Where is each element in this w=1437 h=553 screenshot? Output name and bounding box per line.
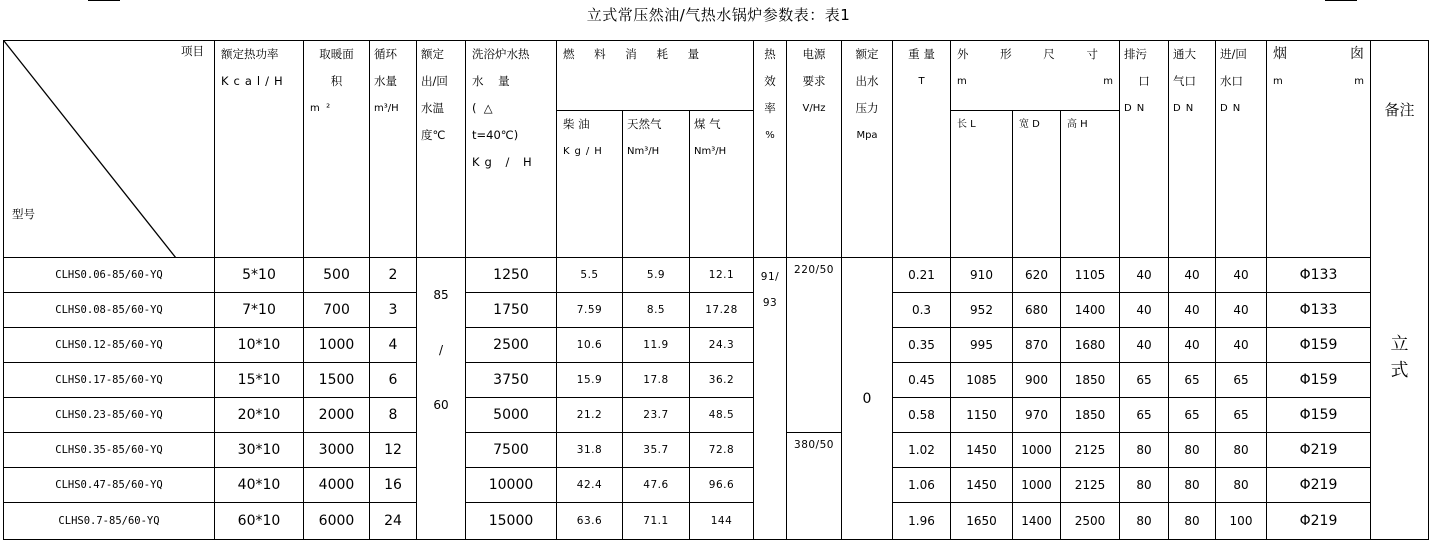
- weight-cell: 0.45: [893, 363, 951, 398]
- inout-cell: 65: [1216, 363, 1267, 398]
- boiler-parameter-table: [3, 40, 1429, 540]
- model-cell: CLHS0.35-85/60-YQ: [4, 433, 215, 468]
- power-cell: 60*10: [215, 503, 304, 540]
- drain-cell: 65: [1120, 363, 1169, 398]
- power-cell: 10*10: [215, 328, 304, 363]
- model-cell: CLHS0.7-85/60-YQ: [4, 503, 215, 540]
- gas-cell: 35.7: [623, 433, 690, 468]
- width-cell: 900: [1013, 363, 1061, 398]
- weight-cell: 1.06: [893, 468, 951, 503]
- height-cell: 2125: [1061, 433, 1120, 468]
- inout-cell: 100: [1216, 503, 1267, 540]
- circ-cell: 3: [370, 293, 417, 328]
- height-cell: 2125: [1061, 468, 1120, 503]
- top-rule-right: [1325, 0, 1357, 1]
- circ-cell: 2: [370, 258, 417, 293]
- pressure-merged: 0: [842, 258, 893, 540]
- height-cell: 2500: [1061, 503, 1120, 540]
- bath-cell: 3750: [466, 363, 557, 398]
- circ-cell: 24: [370, 503, 417, 540]
- area-cell: 6000: [304, 503, 370, 540]
- length-cell: 1450: [951, 433, 1013, 468]
- chimney-cell: Φ133: [1267, 258, 1371, 293]
- chimney-cell: Φ159: [1267, 363, 1371, 398]
- circ-cell: 6: [370, 363, 417, 398]
- bath-cell: 7500: [466, 433, 557, 468]
- model-cell: CLHS0.06-85/60-YQ: [4, 258, 215, 293]
- width-header: 宽 D: [1013, 111, 1061, 258]
- gas-cell: 23.7: [623, 398, 690, 433]
- diesel-cell: 63.6: [557, 503, 623, 540]
- inout-header: 进/回 水口 DN: [1216, 41, 1267, 258]
- circ-cell: 4: [370, 328, 417, 363]
- item-model-header: [4, 41, 215, 258]
- length-cell: 1450: [951, 468, 1013, 503]
- gas-cell: 11.9: [623, 328, 690, 363]
- model-cell: CLHS0.47-85/60-YQ: [4, 468, 215, 503]
- power-cell: 30*10: [215, 433, 304, 468]
- coal-cell: 36.2: [690, 363, 754, 398]
- bath-cell: 1250: [466, 258, 557, 293]
- area-cell: 500: [304, 258, 370, 293]
- header-row-1: [4, 41, 1429, 111]
- circ-cell: 16: [370, 468, 417, 503]
- bath-cell: 10000: [466, 468, 557, 503]
- coal-cell: 96.6: [690, 468, 754, 503]
- power-cell: 5*10: [215, 258, 304, 293]
- weight-header: 重 量 T: [893, 41, 951, 258]
- table-row: [4, 398, 1429, 433]
- area-cell: 3000: [304, 433, 370, 468]
- weight-cell: 0.35: [893, 328, 951, 363]
- coal-cell: 17.28: [690, 293, 754, 328]
- item-label: 项目: [181, 44, 204, 58]
- area-cell: 4000: [304, 468, 370, 503]
- table-row: [4, 503, 1429, 540]
- bath-cell: 2500: [466, 328, 557, 363]
- remark-value-1: 立: [1390, 334, 1409, 355]
- vent-cell: 40: [1169, 293, 1216, 328]
- vent-cell: 65: [1169, 398, 1216, 433]
- remark-value-2: 式: [1390, 360, 1409, 381]
- model-cell: CLHS0.08-85/60-YQ: [4, 293, 215, 328]
- model-cell: CLHS0.17-85/60-YQ: [4, 363, 215, 398]
- height-cell: 1850: [1061, 398, 1120, 433]
- length-header: 长 L: [951, 111, 1013, 258]
- inout-cell: 80: [1216, 433, 1267, 468]
- coal-cell: 144: [690, 503, 754, 540]
- coal-cell: 72.8: [690, 433, 754, 468]
- chimney-cell: Φ133: [1267, 293, 1371, 328]
- coal-cell: 48.5: [690, 398, 754, 433]
- drain-cell: 80: [1120, 468, 1169, 503]
- drain-header: 排污 口 DN: [1120, 41, 1169, 258]
- height-cell: 1400: [1061, 293, 1120, 328]
- heating-area-header: 取暖面 积 m ²: [304, 41, 370, 258]
- area-cell: 700: [304, 293, 370, 328]
- diesel-cell: 21.2: [557, 398, 623, 433]
- bath-cell: 5000: [466, 398, 557, 433]
- height-cell: 1680: [1061, 328, 1120, 363]
- diesel-cell: 10.6: [557, 328, 623, 363]
- chimney-cell: Φ219: [1267, 433, 1371, 468]
- water-temp-header: 额定 出/回 水温 度℃: [417, 41, 466, 258]
- width-cell: 1000: [1013, 433, 1061, 468]
- diesel-cell: 15.9: [557, 363, 623, 398]
- power-supply-header: 电源 要求 V/Hz: [787, 41, 842, 258]
- table-row: [4, 258, 1429, 293]
- circ-cell: 12: [370, 433, 417, 468]
- width-cell: 870: [1013, 328, 1061, 363]
- table-row: [4, 328, 1429, 363]
- inout-cell: 80: [1216, 468, 1267, 503]
- gas-cell: 5.9: [623, 258, 690, 293]
- length-cell: 1085: [951, 363, 1013, 398]
- drain-cell: 40: [1120, 258, 1169, 293]
- area-cell: 1500: [304, 363, 370, 398]
- gas-cell: 71.1: [623, 503, 690, 540]
- table-title: 立式常压然油/气热水锅炉参数表：表1: [586, 6, 851, 24]
- diesel-header: 柴 油 Kg/H: [557, 111, 623, 258]
- diesel-cell: 42.4: [557, 468, 623, 503]
- chimney-cell: Φ159: [1267, 328, 1371, 363]
- width-cell: 1400: [1013, 503, 1061, 540]
- chimney-cell: Φ159: [1267, 398, 1371, 433]
- table-row: [4, 363, 1429, 398]
- model-cell: CLHS0.23-85/60-YQ: [4, 398, 215, 433]
- length-cell: 1650: [951, 503, 1013, 540]
- power-cell: 40*10: [215, 468, 304, 503]
- length-cell: 910: [951, 258, 1013, 293]
- vent-header: 通大 气口 DN: [1169, 41, 1216, 258]
- area-cell: 2000: [304, 398, 370, 433]
- area-cell: 1000: [304, 328, 370, 363]
- weight-cell: 0.58: [893, 398, 951, 433]
- remark-header: 备注: [1384, 101, 1415, 119]
- model-label: 型号: [12, 207, 35, 221]
- vent-cell: 80: [1169, 468, 1216, 503]
- vent-cell: 40: [1169, 258, 1216, 293]
- diagonal-divider: [4, 41, 215, 258]
- water-temp-merged: 85 / 60: [417, 258, 466, 540]
- height-header: 高 H: [1061, 111, 1120, 258]
- weight-cell: 0.21: [893, 258, 951, 293]
- height-cell: 1850: [1061, 363, 1120, 398]
- natural-gas-header: 天然气 Nm³/H: [623, 111, 690, 258]
- width-cell: 680: [1013, 293, 1061, 328]
- gas-cell: 47.6: [623, 468, 690, 503]
- vent-cell: 40: [1169, 328, 1216, 363]
- power-cell: 7*10: [215, 293, 304, 328]
- table-row: [4, 293, 1429, 328]
- inout-cell: 40: [1216, 328, 1267, 363]
- power-cell: 20*10: [215, 398, 304, 433]
- table-row: [4, 433, 1429, 468]
- weight-cell: 1.02: [893, 433, 951, 468]
- inout-cell: 40: [1216, 293, 1267, 328]
- drain-cell: 40: [1120, 328, 1169, 363]
- chimney-cell: Φ219: [1267, 468, 1371, 503]
- weight-cell: 0.3: [893, 293, 951, 328]
- efficiency-header: 热 效 率 %: [754, 41, 787, 258]
- top-rule-left: [88, 0, 120, 1]
- remark-column: [1371, 41, 1429, 540]
- width-cell: 970: [1013, 398, 1061, 433]
- bath-cell: 1750: [466, 293, 557, 328]
- pressure-header: 额定 出水 压力 Mpa: [842, 41, 893, 258]
- width-cell: 620: [1013, 258, 1061, 293]
- vent-cell: 65: [1169, 363, 1216, 398]
- dimensions-header: 外 形 尺 寸 m m: [951, 41, 1120, 111]
- width-cell: 1000: [1013, 468, 1061, 503]
- supply-merged-small: 220/50: [787, 258, 842, 433]
- height-cell: 1105: [1061, 258, 1120, 293]
- coal-cell: 24.3: [690, 328, 754, 363]
- length-cell: 995: [951, 328, 1013, 363]
- circ-water-header: 循环 水量 m³/H: [370, 41, 417, 258]
- table-row: [4, 468, 1429, 503]
- circ-cell: 8: [370, 398, 417, 433]
- diesel-cell: 5.5: [557, 258, 623, 293]
- power-header: 额定热功率 Kcal/H: [215, 41, 304, 258]
- drain-cell: 80: [1120, 433, 1169, 468]
- diesel-cell: 31.8: [557, 433, 623, 468]
- vent-cell: 80: [1169, 503, 1216, 540]
- power-cell: 15*10: [215, 363, 304, 398]
- vent-cell: 80: [1169, 433, 1216, 468]
- efficiency-merged: 91/ 93: [754, 258, 787, 540]
- inout-cell: 65: [1216, 398, 1267, 433]
- gas-cell: 8.5: [623, 293, 690, 328]
- coal-cell: 12.1: [690, 258, 754, 293]
- length-cell: 952: [951, 293, 1013, 328]
- supply-merged-large: 380/50: [787, 433, 842, 540]
- bath-cell: 15000: [466, 503, 557, 540]
- coal-gas-header: 煤 气 Nm³/H: [690, 111, 754, 258]
- inout-cell: 40: [1216, 258, 1267, 293]
- bath-water-header: 洗浴炉水热 水 量 ( △ t=40℃) Kg / H: [466, 41, 557, 258]
- gas-cell: 17.8: [623, 363, 690, 398]
- diesel-cell: 7.59: [557, 293, 623, 328]
- length-cell: 1150: [951, 398, 1013, 433]
- chimney-header: 烟 囱 m m: [1267, 41, 1371, 258]
- drain-cell: 40: [1120, 293, 1169, 328]
- weight-cell: 1.96: [893, 503, 951, 540]
- model-cell: CLHS0.12-85/60-YQ: [4, 328, 215, 363]
- drain-cell: 80: [1120, 503, 1169, 540]
- chimney-cell: Φ219: [1267, 503, 1371, 540]
- drain-cell: 65: [1120, 398, 1169, 433]
- fuel-consumption-header: 燃 料 消 耗 量: [557, 41, 754, 111]
